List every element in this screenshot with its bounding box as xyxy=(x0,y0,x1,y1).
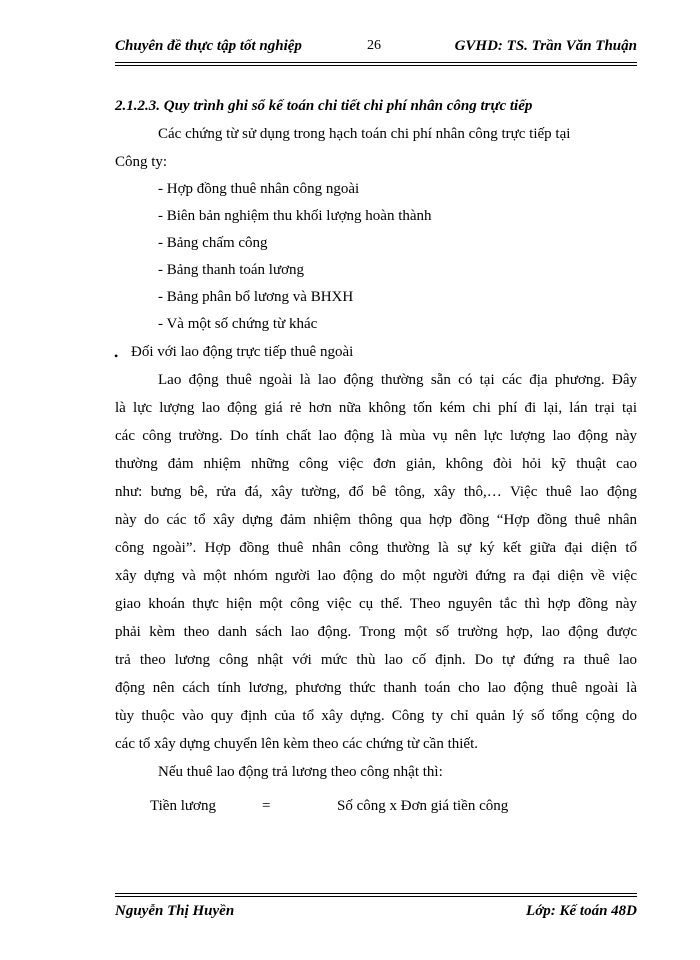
footer-author: Nguyễn Thị Huyền xyxy=(115,903,235,919)
paragraph-line: này do các tổ xây dựng đảm nhiệm thông qua hợp đồng “Hợp đồng thuê nhân xyxy=(115,512,637,528)
paragraph-line: công ngoài”. Hợp đồng thuê nhân công thường là sự ký kết giữa đại diện tổ xyxy=(115,540,637,556)
page-header xyxy=(115,38,637,60)
header-supervisor: GVHD: TS. Trần Văn Thuận xyxy=(454,38,637,54)
paragraph-line: Lao động thuê ngoài là lao động thường sẵn có tại các địa phương. Đây xyxy=(158,372,637,388)
list-item: - Hợp đồng thuê nhân công ngoài xyxy=(158,181,360,197)
list-item: - Bảng phân bổ lương và BHXH xyxy=(158,289,354,305)
footer-class: Lớp: Kế toán 48D xyxy=(526,903,637,919)
paragraph-line: như: bưng bê, rửa đá, xây tường, đổ bê tông, xây thô,… Việc thuê lao động xyxy=(115,484,637,500)
paragraph-line: là lực lượng lao động giá rẻ hơn nữa không tốn kém chi phí đi lại, lán trại tại xyxy=(115,400,637,416)
page-footer xyxy=(115,903,637,925)
formula-rhs: Số công x Đơn giá tiền công xyxy=(337,798,509,814)
paragraph-line: phải kèm theo danh sách lao động. Trong một số trường hợp, lao động được xyxy=(115,624,637,640)
intro-line-2: Công ty: xyxy=(115,154,168,170)
footer-divider xyxy=(115,893,637,897)
section-heading: 2.1.2.3. Quy trình ghi sổ kế toán chi tiết chi phí nhân công trực tiếp xyxy=(115,98,533,114)
header-divider xyxy=(115,62,637,66)
list-item: - Bảng thanh toán lương xyxy=(158,262,305,278)
paragraph-line: động nên cách tính lương, phương thức thanh toán cho lao động thuê ngoài là xyxy=(115,680,637,696)
bullet-heading: Đối với lao động trực tiếp thuê ngoài xyxy=(131,344,354,360)
paragraph-line: xây dựng và một nhóm người lao động do một người đứng ra đại diện về việc xyxy=(115,568,637,584)
paragraph-line: các tổ xây dựng chuyển lên kèm theo các chứng từ cần thiết. xyxy=(115,736,479,752)
page-number: 26 xyxy=(367,38,381,53)
header-title: Chuyên đề thực tập tốt nghiệp xyxy=(115,38,302,54)
formula-lhs: Tiền lương xyxy=(150,798,216,814)
list-item: - Biên bản nghiệm thu khối lượng hoàn thành xyxy=(158,208,432,224)
formula-intro: Nếu thuê lao động trả lương theo công nhật thì: xyxy=(158,764,443,780)
list-item: - Và một số chứng từ khác xyxy=(158,316,318,332)
paragraph-line: trả theo lương công nhật với mức thù lao cố định. Do tự đứng ra thuê lao xyxy=(115,652,637,668)
bullet-icon: • xyxy=(114,349,119,363)
paragraph-line: thường đảm nhiệm những công việc đơn giản, không đòi hỏi kỹ thuật cao xyxy=(115,456,637,472)
intro-line-1: Các chứng từ sử dụng trong hạch toán chi phí nhân công trực tiếp tại xyxy=(158,126,571,142)
paragraph-line: các công trường. Do tính chất lao động là mùa vụ nên lực lượng lao động này xyxy=(115,428,637,444)
list-item: - Bảng chấm công xyxy=(158,235,268,251)
paragraph-line: tùy thuộc vào quy định của tổ xây dựng. Công ty chỉ quản lý số tổng cộng do xyxy=(115,708,637,724)
formula-equals: = xyxy=(262,798,271,814)
paragraph-line: giao khoán thực hiện một công việc cụ thể. Theo nguyên tắc thì hợp đồng này xyxy=(115,596,637,612)
